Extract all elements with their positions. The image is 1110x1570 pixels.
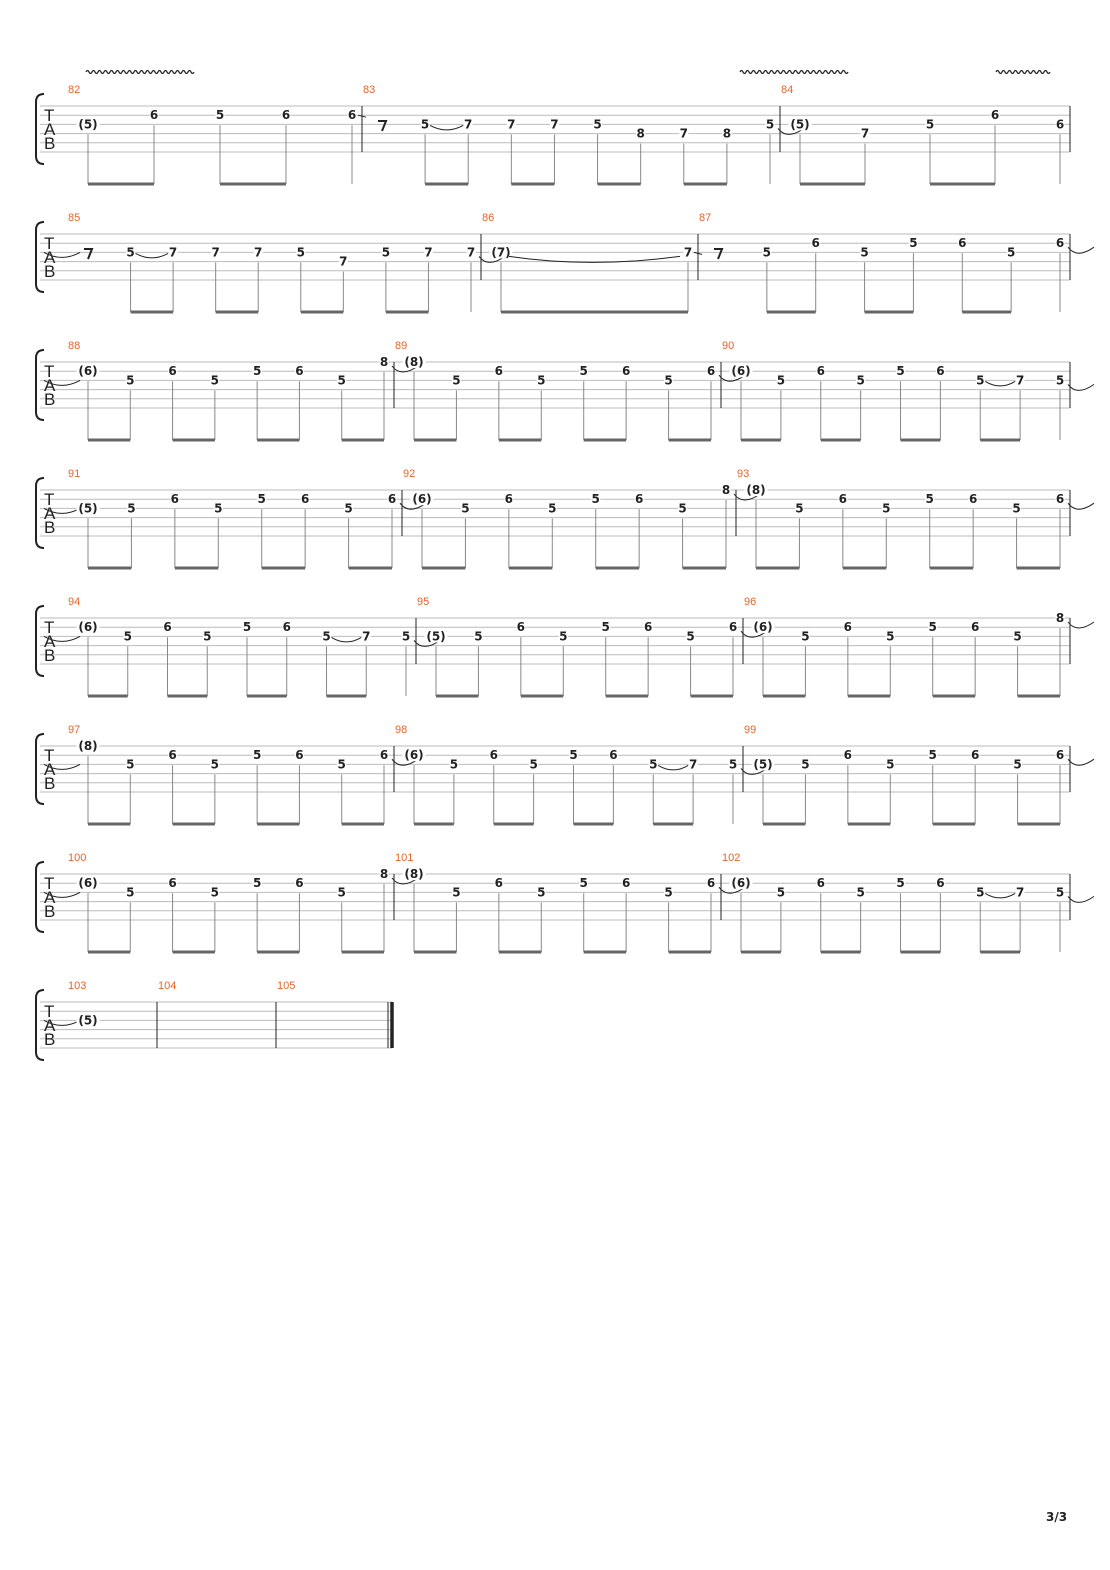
fret-number: 5 — [474, 629, 483, 644]
tab-clef-letter: A — [44, 376, 56, 395]
fret-number: 8 — [379, 355, 389, 369]
eighth-rest — [378, 121, 386, 131]
tab-clef-letter: B — [44, 262, 56, 281]
fret-number: 7 — [339, 254, 348, 269]
fret-number: 5 — [242, 620, 252, 635]
fret-number: 5 — [126, 245, 135, 260]
system-bracket — [36, 478, 44, 548]
fret-number: 8 — [636, 126, 645, 141]
fret-number: 7 — [254, 245, 263, 260]
fret-number: 5 — [649, 757, 658, 772]
fret-number: 6 — [634, 492, 644, 507]
fret-number: 5 — [126, 757, 135, 772]
fret-number: (6) — [412, 492, 432, 507]
fret-number: 6 — [300, 492, 310, 507]
measure-number: 101 — [395, 852, 414, 864]
fret-number: 5 — [1012, 501, 1021, 516]
fret-number: 5 — [896, 876, 905, 891]
fret-number: 6 — [295, 748, 304, 763]
fret-number: 6 — [168, 748, 177, 763]
fret-number: 6 — [958, 236, 967, 251]
fret-number: 5 — [252, 876, 262, 891]
fret-number: 5 — [210, 373, 220, 388]
measure-number: 90 — [722, 340, 735, 352]
fret-number: 5 — [126, 373, 135, 388]
fret-number: 5 — [337, 757, 346, 772]
fret-number: 5 — [344, 501, 353, 516]
fret-number: 5 — [123, 629, 132, 644]
fret-number: 7 — [466, 245, 476, 260]
fret-number: 7 — [860, 126, 870, 141]
fret-number: 7 — [679, 126, 688, 141]
fret-number: 6 — [504, 492, 514, 507]
tab-clef-letter: T — [44, 490, 55, 509]
fret-number: 7 — [1015, 885, 1025, 900]
vibrato-marker — [740, 71, 848, 74]
system-bracket — [36, 606, 44, 676]
fret-number: 6 — [295, 364, 304, 379]
fret-number: 8 — [721, 483, 731, 497]
tab-clef-letter: A — [44, 632, 56, 651]
fret-number: 6 — [163, 620, 172, 635]
measure-number: 103 — [68, 980, 87, 992]
fret-number: (6) — [731, 364, 751, 379]
tie-arc — [1068, 503, 1094, 509]
fret-number: 6 — [168, 876, 177, 891]
tab-clef-letter: A — [44, 888, 56, 907]
measure-number: 100 — [68, 852, 87, 864]
fret-number: 5 — [214, 501, 223, 516]
fret-number: 5 — [1013, 757, 1022, 772]
fret-number: 6 — [643, 620, 653, 635]
fret-number: 5 — [210, 885, 220, 900]
fret-number: 6 — [494, 876, 504, 891]
measure-number: 96 — [744, 596, 757, 608]
measure-number: 86 — [482, 212, 495, 224]
fret-number: 5 — [1013, 629, 1022, 644]
tab-clef-letter: A — [44, 504, 56, 523]
fret-number: 5 — [127, 501, 136, 516]
fret-number: (8) — [746, 483, 766, 497]
fret-number: 5 — [126, 885, 135, 900]
fret-number: (5) — [78, 117, 98, 132]
measure-number: 99 — [744, 724, 757, 736]
fret-number: 5 — [664, 373, 673, 388]
fret-number: 6 — [1055, 748, 1065, 763]
hammer-on-arc — [658, 765, 688, 770]
measure-number: 84 — [781, 84, 794, 96]
tab-clef-letter: B — [44, 1030, 56, 1049]
fret-number: 7 — [211, 245, 220, 260]
fret-number: 5 — [925, 117, 935, 132]
hammer-on-arc — [136, 253, 169, 258]
fret-number: 6 — [970, 748, 980, 763]
fret-number: 6 — [347, 108, 357, 123]
eighth-rest — [714, 249, 722, 259]
fret-number: 5 — [452, 373, 461, 388]
fret-number: 5 — [322, 629, 331, 644]
fret-number: 6 — [968, 492, 978, 507]
fret-number: 5 — [537, 373, 546, 388]
vibrato-marker — [996, 71, 1050, 74]
tab-clef-letter: B — [44, 518, 56, 537]
fret-number: 6 — [281, 108, 291, 123]
fret-number: 7 — [168, 245, 178, 260]
fret-number: 5 — [795, 501, 804, 516]
measure-number: 102 — [722, 852, 741, 864]
fret-number: 5 — [909, 236, 918, 251]
fret-number: 6 — [295, 876, 304, 891]
fret-number: 5 — [886, 629, 895, 644]
fret-number: 5 — [765, 117, 775, 132]
fret-number: 8 — [722, 126, 732, 141]
fret-number: 6 — [282, 620, 291, 635]
fret-number: 5 — [976, 885, 985, 900]
fret-number: 5 — [569, 748, 578, 763]
fret-number: 5 — [452, 885, 461, 900]
fret-number: 5 — [579, 364, 588, 379]
fret-number: 5 — [886, 757, 895, 772]
fret-number: 6 — [170, 492, 180, 507]
fret-number: 6 — [609, 748, 618, 763]
fret-number: (6) — [731, 876, 751, 891]
fret-number: 6 — [168, 364, 177, 379]
fret-number: 5 — [449, 757, 459, 772]
fret-number: 6 — [621, 364, 631, 379]
tab-clef-letter: T — [44, 618, 55, 637]
hammer-on-arc — [985, 893, 1015, 898]
tab-clef-letter: T — [44, 234, 55, 253]
fret-number: 5 — [257, 492, 266, 507]
fret-number: (6) — [78, 620, 98, 635]
fret-number: 5 — [593, 117, 602, 132]
fret-number: 5 — [210, 757, 220, 772]
hammer-on-arc — [430, 125, 463, 129]
tab-clef-letter: B — [44, 646, 56, 665]
fret-number: 5 — [856, 885, 865, 900]
tab-clef-letter: B — [44, 902, 56, 921]
page-number: 3/3 — [1046, 1510, 1068, 1524]
measure-number: 105 — [277, 980, 296, 992]
fret-number: 5 — [420, 117, 430, 132]
fret-number: 5 — [801, 757, 810, 772]
fret-number: 5 — [337, 885, 346, 900]
fret-number: 7 — [683, 245, 693, 260]
fret-number: 5 — [678, 501, 687, 516]
tie-arc — [1068, 622, 1094, 628]
measure-number: 89 — [395, 340, 408, 352]
measure-number: 94 — [68, 596, 81, 608]
system-bracket — [36, 94, 44, 164]
fret-number: (6) — [78, 876, 98, 891]
fret-number: (5) — [78, 501, 98, 516]
fret-number: (8) — [404, 355, 424, 369]
fret-number: 6 — [1055, 117, 1065, 132]
measure-number: 88 — [68, 340, 81, 352]
fret-number: 7 — [688, 757, 698, 772]
fret-number: 7 — [507, 117, 516, 132]
fret-number: 6 — [706, 876, 716, 891]
system-bracket — [36, 862, 44, 932]
tie-arc — [1068, 247, 1094, 253]
fret-number: 7 — [424, 245, 433, 260]
fret-number: 5 — [215, 108, 225, 123]
fret-number: (6) — [753, 620, 773, 635]
measure-number: 97 — [68, 724, 81, 736]
fret-number: 6 — [1055, 236, 1065, 251]
fret-number: 5 — [686, 629, 695, 644]
fret-number: 5 — [1055, 885, 1065, 900]
tab-clef-letter: A — [44, 760, 56, 779]
tab-clef-letter: A — [44, 1016, 56, 1035]
fret-number: 5 — [203, 629, 212, 644]
fret-number: 7 — [1015, 373, 1025, 388]
fret-number: 6 — [936, 364, 945, 379]
fret-number: (8) — [404, 867, 424, 881]
measure-number: 83 — [363, 84, 376, 96]
measure-number: 87 — [699, 212, 712, 224]
vibrato-marker — [86, 71, 194, 74]
fret-number: 5 — [591, 492, 600, 507]
fret-number: 5 — [461, 501, 470, 516]
fret-number: 7 — [550, 117, 559, 132]
fret-number: 6 — [811, 236, 820, 251]
fret-number: 6 — [843, 620, 853, 635]
measure-number: 82 — [68, 84, 81, 96]
system-bracket — [36, 734, 44, 804]
tab-clef-letter: T — [44, 874, 55, 893]
measure-number: 92 — [403, 468, 416, 480]
measure-number: 104 — [158, 980, 177, 992]
tab-clef-letter: A — [44, 120, 56, 139]
tab-clef-letter: A — [44, 248, 56, 267]
tie-arc — [1068, 896, 1094, 902]
fret-number: 5 — [776, 373, 786, 388]
measure-number: 98 — [395, 724, 408, 736]
eighth-rest — [84, 249, 92, 259]
fret-number: 5 — [1055, 373, 1065, 388]
fret-number: 6 — [1055, 492, 1065, 507]
fret-number: 6 — [816, 876, 825, 891]
fret-number: 7 — [464, 117, 473, 132]
fret-number: 5 — [252, 748, 262, 763]
fret-number: 6 — [936, 876, 945, 891]
fret-number: 5 — [860, 245, 869, 260]
fret-number: (8) — [78, 739, 98, 753]
fret-number: (6) — [404, 748, 424, 763]
fret-number: 5 — [337, 373, 346, 388]
fret-number: 5 — [882, 501, 891, 516]
fret-number: 5 — [928, 620, 937, 635]
tab-clef-letter: T — [44, 746, 55, 765]
fret-number: 6 — [149, 108, 159, 123]
fret-number: 7 — [362, 629, 371, 644]
hammer-on-arc — [332, 637, 362, 642]
measure-number: 93 — [737, 468, 750, 480]
fret-number: 6 — [970, 620, 980, 635]
fret-number: 6 — [838, 492, 848, 507]
fret-number: 6 — [494, 364, 504, 379]
fret-number: (5) — [78, 1013, 98, 1028]
fret-number: 6 — [387, 492, 397, 507]
fret-number: 6 — [728, 620, 738, 635]
fret-number: 5 — [856, 373, 865, 388]
system-bracket — [36, 222, 44, 292]
fret-number: 5 — [548, 501, 557, 516]
fret-number: 5 — [381, 245, 391, 260]
fret-number: (5) — [753, 757, 773, 772]
fret-number: 5 — [579, 876, 588, 891]
fret-number: 5 — [601, 620, 610, 635]
tab-clef-letter: B — [44, 390, 56, 409]
fret-number: 6 — [516, 620, 526, 635]
fret-number: (5) — [426, 629, 446, 644]
tab-clef-letter: T — [44, 362, 55, 381]
system-bracket — [36, 350, 44, 420]
tab-clef-letter: T — [44, 106, 55, 125]
fret-number: 8 — [379, 867, 389, 881]
fret-number: 5 — [529, 757, 538, 772]
fret-number: 6 — [816, 364, 825, 379]
fret-number: 5 — [762, 245, 772, 260]
tie-arc — [1068, 384, 1094, 390]
fret-number: (6) — [78, 364, 98, 379]
fret-number: 5 — [728, 757, 738, 772]
fret-number: 5 — [401, 629, 411, 644]
measure-number: 85 — [68, 212, 81, 224]
fret-number: 8 — [1055, 611, 1065, 625]
fret-number: 5 — [664, 885, 673, 900]
fret-number: 5 — [976, 373, 985, 388]
fret-number: 6 — [843, 748, 853, 763]
fret-number: 5 — [1006, 245, 1016, 260]
system-bracket — [36, 990, 44, 1060]
tab-clef-letter: B — [44, 774, 56, 793]
fret-number: (5) — [790, 117, 810, 132]
tie-arc — [1068, 759, 1094, 765]
hammer-on-arc — [985, 381, 1015, 386]
fret-number: 5 — [296, 245, 305, 260]
fret-number: 6 — [379, 748, 389, 763]
fret-number: 5 — [801, 629, 810, 644]
fret-number: 6 — [621, 876, 631, 891]
fret-number: 6 — [706, 364, 716, 379]
fret-number: (7) — [491, 245, 511, 260]
tab-clef-letter: B — [44, 134, 56, 153]
fret-number: 5 — [252, 364, 262, 379]
fret-number: 5 — [559, 629, 568, 644]
fret-number: 5 — [925, 492, 934, 507]
measure-number: 95 — [417, 596, 430, 608]
measure-number: 91 — [68, 468, 81, 480]
fret-number: 6 — [990, 108, 1000, 123]
fret-number: 5 — [537, 885, 546, 900]
fret-number: 5 — [776, 885, 786, 900]
fret-number: 5 — [928, 748, 937, 763]
fret-number: 5 — [896, 364, 905, 379]
fret-number: 6 — [489, 748, 498, 763]
tab-clef-letter: T — [44, 1002, 55, 1021]
